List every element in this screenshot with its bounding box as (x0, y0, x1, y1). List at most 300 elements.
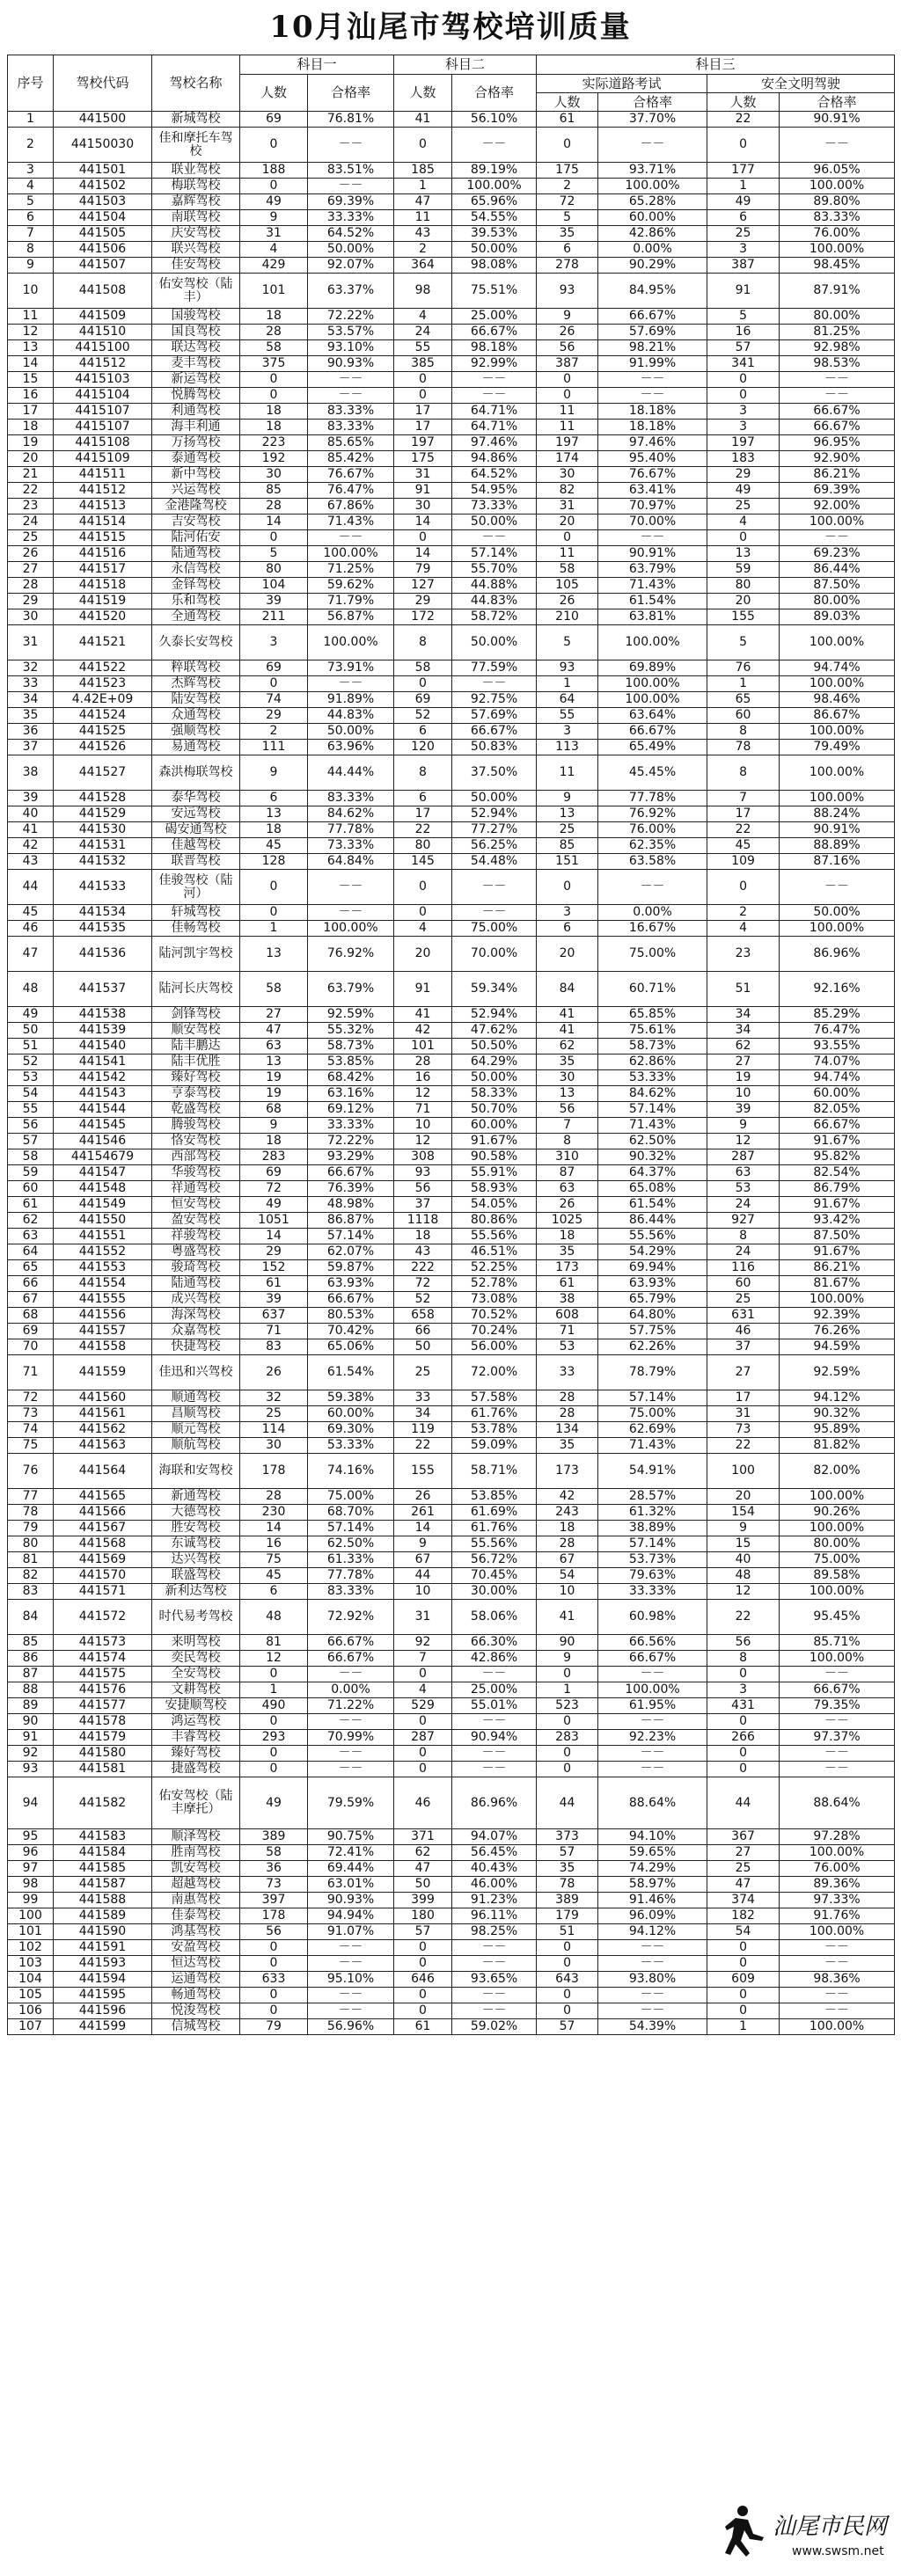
cell-code: 441543 (54, 1086, 152, 1102)
cell-code: 441569 (54, 1552, 152, 1568)
cell-s2-count: 17 (394, 806, 452, 822)
cell-road-count: 134 (537, 1422, 598, 1438)
cell-name: 新运驾校 (152, 372, 240, 388)
cell-road-rate: 57.75% (598, 1324, 707, 1339)
cell-road-count: 93 (537, 274, 598, 309)
cell-s2-rate: －－ (452, 372, 537, 388)
cell-name: 臻好驾校 (152, 1070, 240, 1086)
cell-safety-count: 39 (707, 1102, 780, 1118)
cell-s1-count: 192 (240, 451, 308, 467)
cell-s1-count: 0 (240, 676, 308, 692)
cell-safety-rate: 86.21% (780, 1260, 895, 1276)
cell-safety-count: 54 (707, 1924, 780, 1940)
cell-road-rate: 63.79% (598, 562, 707, 578)
cell-safety-count: 12 (707, 1584, 780, 1600)
cell-safety-count: 22 (707, 1600, 780, 1635)
cell-safety-count: 56 (707, 1635, 780, 1651)
cell-road-rate: 84.95% (598, 274, 707, 309)
cell-seq: 78 (8, 1505, 54, 1521)
cell-safety-count: 116 (707, 1260, 780, 1276)
cell-road-rate: 75.61% (598, 1023, 707, 1039)
cell-code: 4415107 (54, 420, 152, 435)
cell-safety-count: 76 (707, 660, 780, 676)
cell-s2-count: 42 (394, 1023, 452, 1039)
cell-road-count: 643 (537, 1972, 598, 1988)
cell-road-count: 87 (537, 1165, 598, 1181)
cell-s2-rate: 50.00% (452, 791, 537, 806)
cell-road-count: 13 (537, 1086, 598, 1102)
cell-seq: 12 (8, 325, 54, 340)
cell-road-count: 8 (537, 1134, 598, 1149)
cell-road-count: 9 (537, 791, 598, 806)
cell-s1-rate: 68.70% (308, 1505, 394, 1521)
cell-safety-count: 0 (707, 1714, 780, 1730)
cell-name: 全通驾校 (152, 609, 240, 625)
cell-s2-count: 4 (394, 309, 452, 325)
cell-seq: 24 (8, 514, 54, 530)
cell-road-rate: 63.64% (598, 708, 707, 724)
table-row (8, 1039, 895, 1054)
cell-s1-rate: 67.86% (308, 499, 394, 514)
cell-road-rate: 53.73% (598, 1552, 707, 1568)
cell-safety-rate: 92.59% (780, 1355, 895, 1390)
cell-safety-count: 9 (707, 1118, 780, 1134)
table-row (8, 1972, 895, 1988)
cell-s2-count: 6 (394, 724, 452, 740)
cell-seq: 10 (8, 274, 54, 309)
cell-code: 441554 (54, 1276, 152, 1292)
cell-s2-rate: 93.65% (452, 1972, 537, 1988)
cell-safety-rate: 100.00% (780, 1651, 895, 1667)
cell-s2-count: 6 (394, 791, 452, 806)
cell-code: 441521 (54, 625, 152, 660)
cell-s1-rate: 76.47% (308, 483, 394, 499)
cell-road-rate: －－ (598, 1714, 707, 1730)
cell-safety-count: 182 (707, 1908, 780, 1924)
cell-road-rate: 97.46% (598, 435, 707, 451)
cell-code: 441517 (54, 562, 152, 578)
cell-safety-rate: 89.58% (780, 1568, 895, 1584)
table-row (8, 1149, 895, 1165)
cell-code: 441512 (54, 356, 152, 372)
cell-s1-count: 30 (240, 467, 308, 483)
cell-s1-count: 71 (240, 1324, 308, 1339)
cell-s2-count: 58 (394, 660, 452, 676)
cell-road-count: 210 (537, 609, 598, 625)
cell-name: 众通驾校 (152, 708, 240, 724)
cell-name: 恒达驾校 (152, 1956, 240, 1972)
cell-code: 441593 (54, 1956, 152, 1972)
cell-safety-rate: 69.23% (780, 546, 895, 562)
cell-s1-count: 375 (240, 356, 308, 372)
cell-road-rate: 63.81% (598, 609, 707, 625)
cell-s1-rate: －－ (308, 1714, 394, 1730)
cell-s1-count: 0 (240, 1667, 308, 1682)
cell-seq: 55 (8, 1102, 54, 1118)
cell-safety-count: 27 (707, 1845, 780, 1861)
cell-s2-rate: 58.33% (452, 1086, 537, 1102)
cell-code: 44154679 (54, 1149, 152, 1165)
cell-code: 441596 (54, 2003, 152, 2019)
cell-s1-count: 36 (240, 1861, 308, 1877)
cell-s1-rate: 77.78% (308, 822, 394, 838)
cell-safety-rate: 90.91% (780, 822, 895, 838)
cell-road-rate: 91.99% (598, 356, 707, 372)
cell-code: 441520 (54, 609, 152, 625)
cell-name: 联兴驾校 (152, 242, 240, 258)
cell-road-rate: 71.43% (598, 1438, 707, 1454)
cell-safety-count: 20 (707, 594, 780, 609)
cell-road-count: 0 (537, 372, 598, 388)
cell-seq: 8 (8, 242, 54, 258)
cell-s1-rate: 59.87% (308, 1260, 394, 1276)
cell-seq: 19 (8, 435, 54, 451)
cell-s1-count: 18 (240, 309, 308, 325)
cell-s1-rate: 83.33% (308, 420, 394, 435)
cell-code: 441524 (54, 708, 152, 724)
cell-s1-count: 0 (240, 1746, 308, 1762)
cell-s1-rate: －－ (308, 870, 394, 905)
cell-road-rate: 74.29% (598, 1861, 707, 1877)
cell-s1-rate: －－ (308, 905, 394, 921)
cell-s1-count: 56 (240, 1924, 308, 1940)
cell-s2-rate: 50.00% (452, 625, 537, 660)
cell-code: 4415107 (54, 404, 152, 420)
cell-s1-rate: －－ (308, 388, 394, 404)
cell-s1-rate: 90.93% (308, 1893, 394, 1908)
cell-safety-rate: 88.24% (780, 806, 895, 822)
cell-code: 4415104 (54, 388, 152, 404)
table-row (8, 2019, 895, 2035)
table-row (8, 210, 895, 226)
cell-name: 鸿运驾校 (152, 1714, 240, 1730)
cell-road-count: 56 (537, 1102, 598, 1118)
cell-safety-rate: 100.00% (780, 1521, 895, 1536)
cell-s2-count: 364 (394, 258, 452, 274)
cell-name: 南联驾校 (152, 210, 240, 226)
cell-s1-count: 19 (240, 1070, 308, 1086)
cell-road-rate: 62.50% (598, 1134, 707, 1149)
cell-s2-count: 0 (394, 372, 452, 388)
cell-s2-rate: 73.08% (452, 1292, 537, 1308)
cell-safety-rate: 100.00% (780, 1292, 895, 1308)
table-row (8, 1521, 895, 1536)
cell-seq: 66 (8, 1276, 54, 1292)
cell-s1-rate: 63.93% (308, 1276, 394, 1292)
cell-road-count: 93 (537, 660, 598, 676)
cell-safety-count: 0 (707, 1988, 780, 2003)
table-row (8, 562, 895, 578)
cell-road-count: 33 (537, 1355, 598, 1390)
cell-s1-rate: 85.65% (308, 435, 394, 451)
table-row (8, 806, 895, 822)
cell-safety-count: 0 (707, 1746, 780, 1762)
cell-s2-count: 8 (394, 755, 452, 791)
cell-road-count: 151 (537, 854, 598, 870)
cell-seq: 46 (8, 921, 54, 937)
cell-safety-count: 22 (707, 1438, 780, 1454)
cell-road-count: 26 (537, 1197, 598, 1213)
cell-name: 庆安驾校 (152, 226, 240, 242)
cell-road-count: 6 (537, 921, 598, 937)
cell-code: 441559 (54, 1355, 152, 1390)
cell-s2-count: 31 (394, 1600, 452, 1635)
cell-s2-rate: 64.71% (452, 420, 537, 435)
cell-s2-count: 20 (394, 937, 452, 972)
cell-road-rate: 57.14% (598, 1390, 707, 1406)
cell-road-rate: 65.28% (598, 194, 707, 210)
cell-s1-count: 0 (240, 1762, 308, 1777)
cell-safety-rate: 97.28% (780, 1829, 895, 1845)
cell-s2-count: 0 (394, 388, 452, 404)
cell-code: 441563 (54, 1438, 152, 1454)
cell-s1-rate: 63.37% (308, 274, 394, 309)
cell-safety-rate: 80.00% (780, 309, 895, 325)
cell-s1-rate: 65.06% (308, 1339, 394, 1355)
cell-name: 嘉辉驾校 (152, 194, 240, 210)
cell-safety-rate: 100.00% (780, 1489, 895, 1505)
cell-code: 441505 (54, 226, 152, 242)
cell-s1-count: 75 (240, 1552, 308, 1568)
cell-safety-rate: －－ (780, 1667, 895, 1682)
cell-code: 441568 (54, 1536, 152, 1552)
cell-s2-count: 41 (394, 112, 452, 128)
cell-safety-rate: 87.16% (780, 854, 895, 870)
cell-seq: 45 (8, 905, 54, 921)
cell-safety-count: 63 (707, 1165, 780, 1181)
cell-s2-count: 91 (394, 483, 452, 499)
cell-s1-count: 83 (240, 1339, 308, 1355)
cell-s2-count: 30 (394, 499, 452, 514)
cell-seq: 67 (8, 1292, 54, 1308)
cell-road-rate: 63.41% (598, 483, 707, 499)
cell-safety-count: 57 (707, 340, 780, 356)
cell-seq: 50 (8, 1023, 54, 1039)
cell-s2-rate: 64.52% (452, 467, 537, 483)
cell-code: 4415103 (54, 372, 152, 388)
cell-s1-rate: 76.67% (308, 467, 394, 483)
cell-s1-rate: 48.98% (308, 1197, 394, 1213)
cell-s2-count: 7 (394, 1651, 452, 1667)
cell-name: 安捷顺驾校 (152, 1698, 240, 1714)
cell-s1-count: 28 (240, 325, 308, 340)
cell-s2-count: 22 (394, 822, 452, 838)
cell-road-rate: －－ (598, 388, 707, 404)
cell-safety-count: 24 (707, 1197, 780, 1213)
cell-s1-rate: 76.81% (308, 112, 394, 128)
cell-s1-rate: 91.89% (308, 692, 394, 708)
quality-table (7, 55, 895, 2035)
cell-safety-count: 0 (707, 1762, 780, 1777)
table-row (8, 870, 895, 905)
watermark-logo (718, 2499, 894, 2569)
cell-seq: 14 (8, 356, 54, 372)
cell-s2-count: 43 (394, 1244, 452, 1260)
cell-code: 441578 (54, 1714, 152, 1730)
cell-s1-count: 39 (240, 1292, 308, 1308)
cell-s2-rate: 70.52% (452, 1308, 537, 1324)
cell-s1-count: 29 (240, 708, 308, 724)
cell-road-count: 44 (537, 1777, 598, 1829)
cell-s2-rate: 40.43% (452, 1861, 537, 1877)
cell-s1-rate: 83.33% (308, 791, 394, 806)
cell-road-rate: 100.00% (598, 179, 707, 194)
cell-s1-count: 0 (240, 1714, 308, 1730)
cell-name: 华骏驾校 (152, 1165, 240, 1181)
cell-road-count: 113 (537, 740, 598, 755)
table-row (8, 340, 895, 356)
table-row (8, 420, 895, 435)
cell-s1-rate: －－ (308, 372, 394, 388)
table-row (8, 546, 895, 562)
cell-road-count: 7 (537, 1118, 598, 1134)
cell-safety-rate: 100.00% (780, 724, 895, 740)
cell-road-count: 3 (537, 724, 598, 740)
cell-s2-rate: 64.29% (452, 1054, 537, 1070)
cell-code: 441513 (54, 499, 152, 514)
cell-safety-rate: －－ (780, 2003, 895, 2019)
cell-s2-rate: 58.71% (452, 1454, 537, 1489)
cell-safety-count: 1 (707, 179, 780, 194)
cell-s1-rate: 70.42% (308, 1324, 394, 1339)
cell-safety-count: 12 (707, 1134, 780, 1149)
cell-road-count: 64 (537, 692, 598, 708)
cell-code: 441577 (54, 1698, 152, 1714)
cell-code: 441534 (54, 905, 152, 921)
table-row (8, 467, 895, 483)
cell-s1-count: 1 (240, 1682, 308, 1698)
cell-safety-rate: 66.67% (780, 1118, 895, 1134)
cell-road-rate: 75.00% (598, 937, 707, 972)
cell-name: 国良驾校 (152, 325, 240, 340)
cell-safety-count: 367 (707, 1829, 780, 1845)
cell-name: 梅联驾校 (152, 179, 240, 194)
cell-safety-rate: 75.00% (780, 1552, 895, 1568)
cell-name: 陆通驾校 (152, 546, 240, 562)
cell-s2-count: 145 (394, 854, 452, 870)
cell-seq: 81 (8, 1552, 54, 1568)
cell-road-rate: －－ (598, 870, 707, 905)
cell-safety-rate: 91.67% (780, 1244, 895, 1260)
cell-road-rate: 76.92% (598, 806, 707, 822)
cell-safety-rate: 81.25% (780, 325, 895, 340)
cell-s2-rate: 98.18% (452, 340, 537, 356)
table-row (8, 1438, 895, 1454)
cell-safety-rate: 97.33% (780, 1893, 895, 1908)
cell-road-rate: －－ (598, 530, 707, 546)
cell-safety-rate: 76.00% (780, 226, 895, 242)
cell-s2-rate: －－ (452, 905, 537, 921)
cell-s2-count: 175 (394, 451, 452, 467)
cell-s1-rate: 83.33% (308, 404, 394, 420)
table-row (8, 1324, 895, 1339)
cell-s2-count: 14 (394, 514, 452, 530)
cell-name: 快捷驾校 (152, 1339, 240, 1355)
cell-s2-rate: －－ (452, 1940, 537, 1956)
cell-s1-count: 80 (240, 562, 308, 578)
cell-name: 陆河长庆驾校 (152, 972, 240, 1007)
cell-s2-count: 308 (394, 1149, 452, 1165)
cell-code: 441566 (54, 1505, 152, 1521)
cell-safety-count: 25 (707, 226, 780, 242)
cell-s2-count: 10 (394, 1118, 452, 1134)
cell-seq: 62 (8, 1213, 54, 1229)
cell-s2-rate: 61.76% (452, 1521, 537, 1536)
cell-s1-rate: －－ (308, 1956, 394, 1972)
cell-safety-count: 609 (707, 1972, 780, 1988)
cell-road-rate: 58.97% (598, 1877, 707, 1893)
cell-s2-count: 33 (394, 1390, 452, 1406)
cell-s2-count: 172 (394, 609, 452, 625)
cell-seq: 36 (8, 724, 54, 740)
cell-road-rate: 60.00% (598, 210, 707, 226)
cell-s2-rate: －－ (452, 676, 537, 692)
cell-road-rate: －－ (598, 128, 707, 163)
cell-s1-rate: 85.42% (308, 451, 394, 467)
cell-s1-count: 18 (240, 1134, 308, 1149)
cell-safety-rate: 92.16% (780, 972, 895, 1007)
cell-name: 易通驾校 (152, 740, 240, 755)
cell-road-count: 67 (537, 1552, 598, 1568)
cell-s2-rate: 52.25% (452, 1260, 537, 1276)
cell-safety-rate: 86.21% (780, 467, 895, 483)
cell-code: 441556 (54, 1308, 152, 1324)
cell-road-rate: 94.12% (598, 1924, 707, 1940)
cell-road-count: 35 (537, 1054, 598, 1070)
cell-seq: 15 (8, 372, 54, 388)
cell-safety-rate: 79.49% (780, 740, 895, 755)
header-safety-rate: 合格率 (780, 93, 895, 112)
cell-road-count: 72 (537, 194, 598, 210)
cell-s2-count: 529 (394, 1698, 452, 1714)
cell-s2-count: 0 (394, 530, 452, 546)
cell-code: 441599 (54, 2019, 152, 2035)
cell-s2-rate: 57.14% (452, 546, 537, 562)
cell-s1-count: 63 (240, 1039, 308, 1054)
cell-road-rate: 63.93% (598, 1276, 707, 1292)
cell-seq: 71 (8, 1355, 54, 1390)
cell-safety-rate: 81.82% (780, 1438, 895, 1454)
cell-road-count: 175 (537, 163, 598, 179)
cell-road-rate: 65.49% (598, 740, 707, 755)
cell-s1-rate: 53.33% (308, 1438, 394, 1454)
cell-s2-count: 1 (394, 179, 452, 194)
cell-s2-rate: 55.01% (452, 1698, 537, 1714)
table-row (8, 1682, 895, 1698)
cell-seq: 51 (8, 1039, 54, 1054)
cell-road-count: 10 (537, 1584, 598, 1600)
cell-s1-count: 0 (240, 905, 308, 921)
cell-safety-count: 22 (707, 112, 780, 128)
cell-safety-rate: 82.05% (780, 1102, 895, 1118)
cell-safety-count: 25 (707, 1292, 780, 1308)
cell-safety-rate: 86.67% (780, 708, 895, 724)
cell-safety-count: 48 (707, 1568, 780, 1584)
table-row (8, 1355, 895, 1390)
cell-road-count: 11 (537, 404, 598, 420)
cell-safety-rate: 66.67% (780, 404, 895, 420)
cell-s2-count: 80 (394, 838, 452, 854)
cell-s1-count: 79 (240, 2019, 308, 2035)
cell-road-rate: 16.67% (598, 921, 707, 937)
cell-safety-rate: 100.00% (780, 625, 895, 660)
cell-s2-count: 10 (394, 1584, 452, 1600)
cell-safety-count: 73 (707, 1422, 780, 1438)
cell-safety-count: 53 (707, 1181, 780, 1197)
cell-s2-count: 47 (394, 1861, 452, 1877)
cell-s2-rate: 92.99% (452, 356, 537, 372)
cell-safety-rate: 50.00% (780, 905, 895, 921)
